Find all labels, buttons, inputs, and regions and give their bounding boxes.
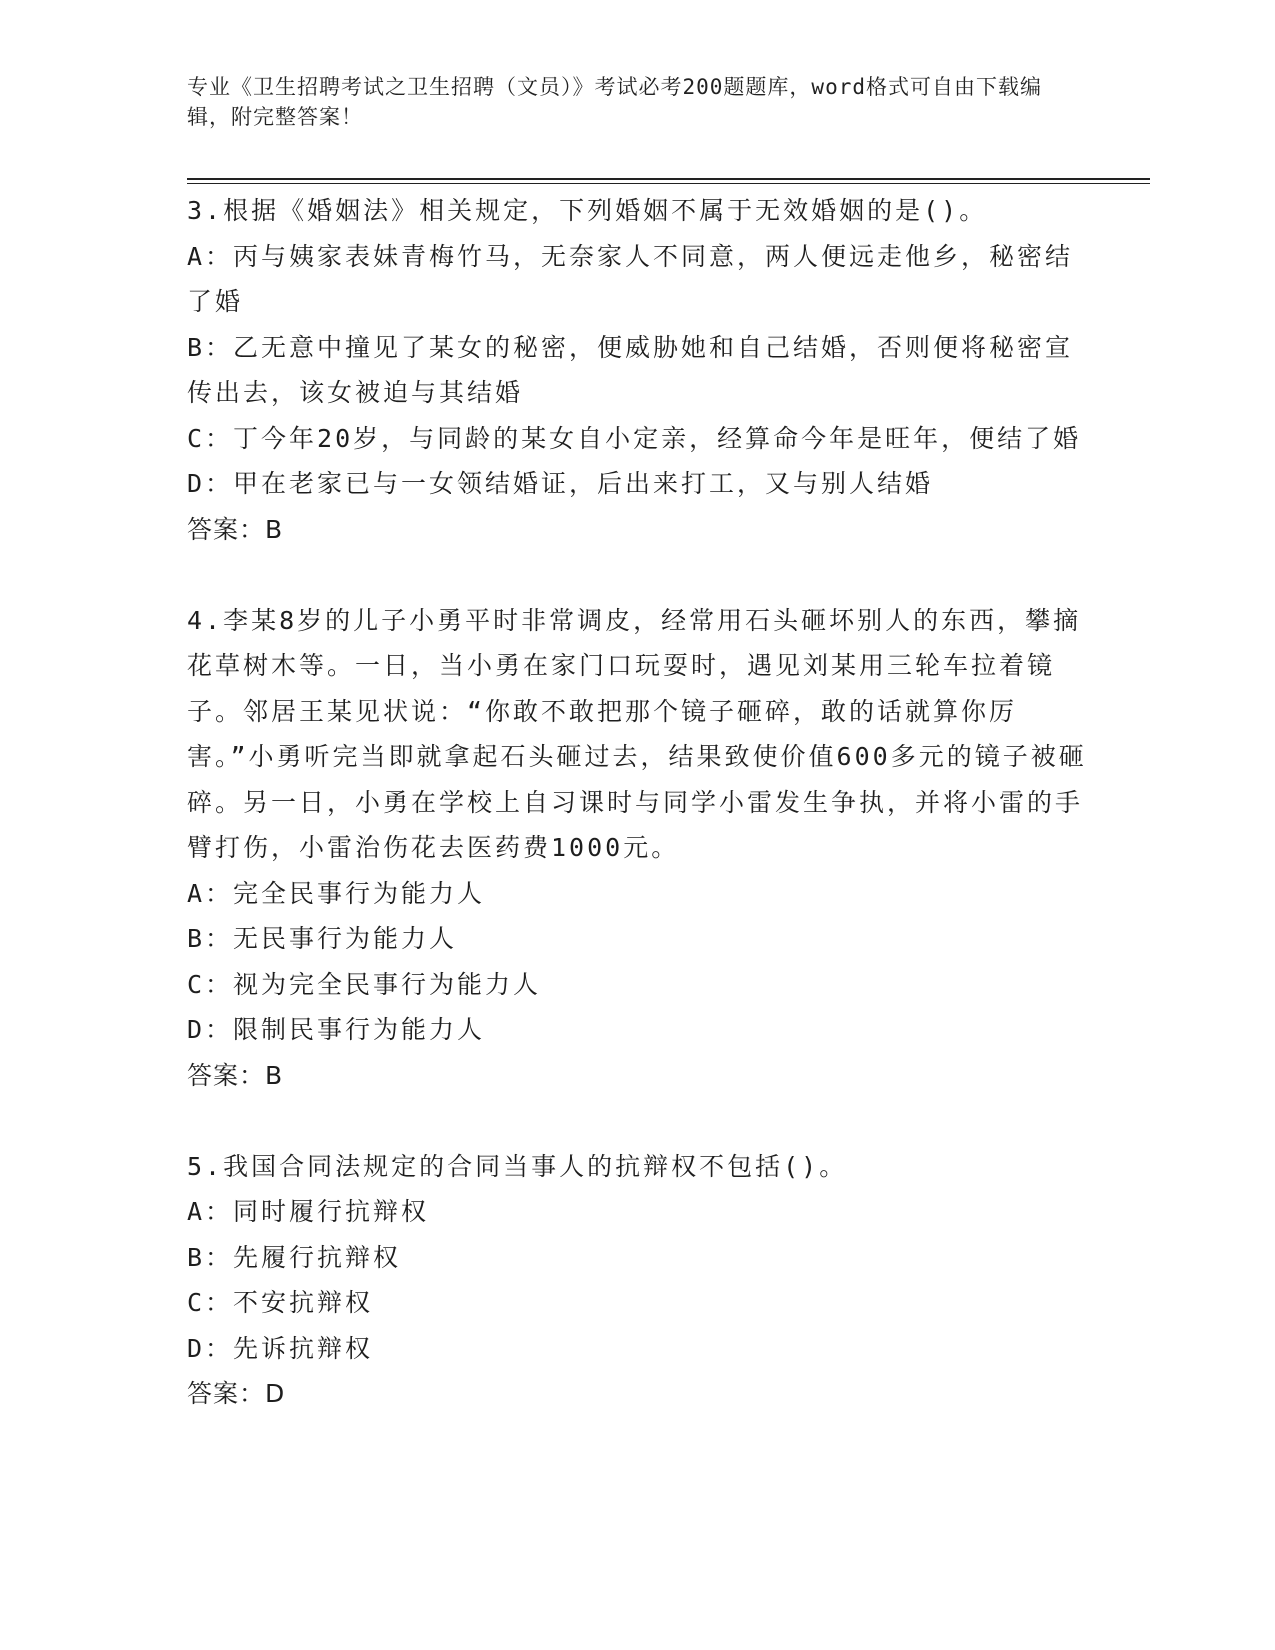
option-a: A：完全民事行为能力人	[187, 878, 486, 908]
header-rule-thin	[187, 183, 1150, 184]
option-b: B：无民事行为能力人	[187, 924, 458, 953]
question-spacer	[187, 1098, 1087, 1144]
answer-label: 答案：D	[187, 1379, 286, 1408]
question-stem: 4.李某8岁的儿子小勇平时非常调皮，经常用石头砸坏别人的东西，攀摘花草树木等。一日，当小勇在家门口玩耍时，遇见刘某用三轮车拉着镜子。邻居王某见状说：“你敢不敢把那个镜子砸碎，敢的话就算你厉害。”小勇听完当即就拿起石头砸过去，结果致使价值600多元的镜子被砸碎。另一日，小勇在学校上自习课时与同学小雷发生争执，并将小雷的手臂打伤，小雷治伤花去医药费1000元。	[187, 605, 1087, 862]
document-header: 专业《卫生招聘考试之卫生招聘（文员）》考试必考200题题库，word格式可自由下载编辑，附完整答案！	[187, 75, 1042, 129]
question-stem: 3.根据《婚姻法》相关规定，下列婚姻不属于无效婚姻的是()。	[187, 196, 988, 225]
option-d: D：甲在老家已与一女领结婚证，后出来打工，又与别人结婚	[187, 469, 934, 498]
header-rule-thick	[187, 178, 1150, 180]
question-item	[187, 598, 1087, 1099]
option-c: C：丁今年20岁，与同龄的某女自小定亲，经算命今年是旺年，便结了婚	[187, 423, 1082, 453]
option-c: C：视为完全民事行为能力人	[187, 969, 542, 999]
option-d: D：限制民事行为能力人	[187, 1015, 486, 1044]
option-c: C：不安抗辩权	[187, 1288, 374, 1317]
question-spacer	[187, 552, 1087, 598]
answer-label: 答案：B	[187, 1060, 284, 1090]
option-b: B：先履行抗辩权	[187, 1242, 402, 1272]
option-b: B：乙无意中撞见了某女的秘密，便威胁她和自己结婚，否则便将秘密宣传出去，该女被迫与其结婚	[187, 332, 1074, 407]
question-item	[187, 1144, 1087, 1417]
option-a: A：丙与姨家表妹青梅竹马，无奈家人不同意，两人便远走他乡，秘密结了婚	[187, 241, 1074, 316]
question-stem: 5.我国合同法规定的合同当事人的抗辩权不包括()。	[187, 1151, 848, 1181]
answer-label: 答案：B	[187, 514, 284, 544]
option-d: D：先诉抗辩权	[187, 1333, 374, 1363]
option-a: A：同时履行抗辩权	[187, 1197, 430, 1226]
question-list	[187, 188, 1087, 1417]
question-item	[187, 188, 1087, 552]
